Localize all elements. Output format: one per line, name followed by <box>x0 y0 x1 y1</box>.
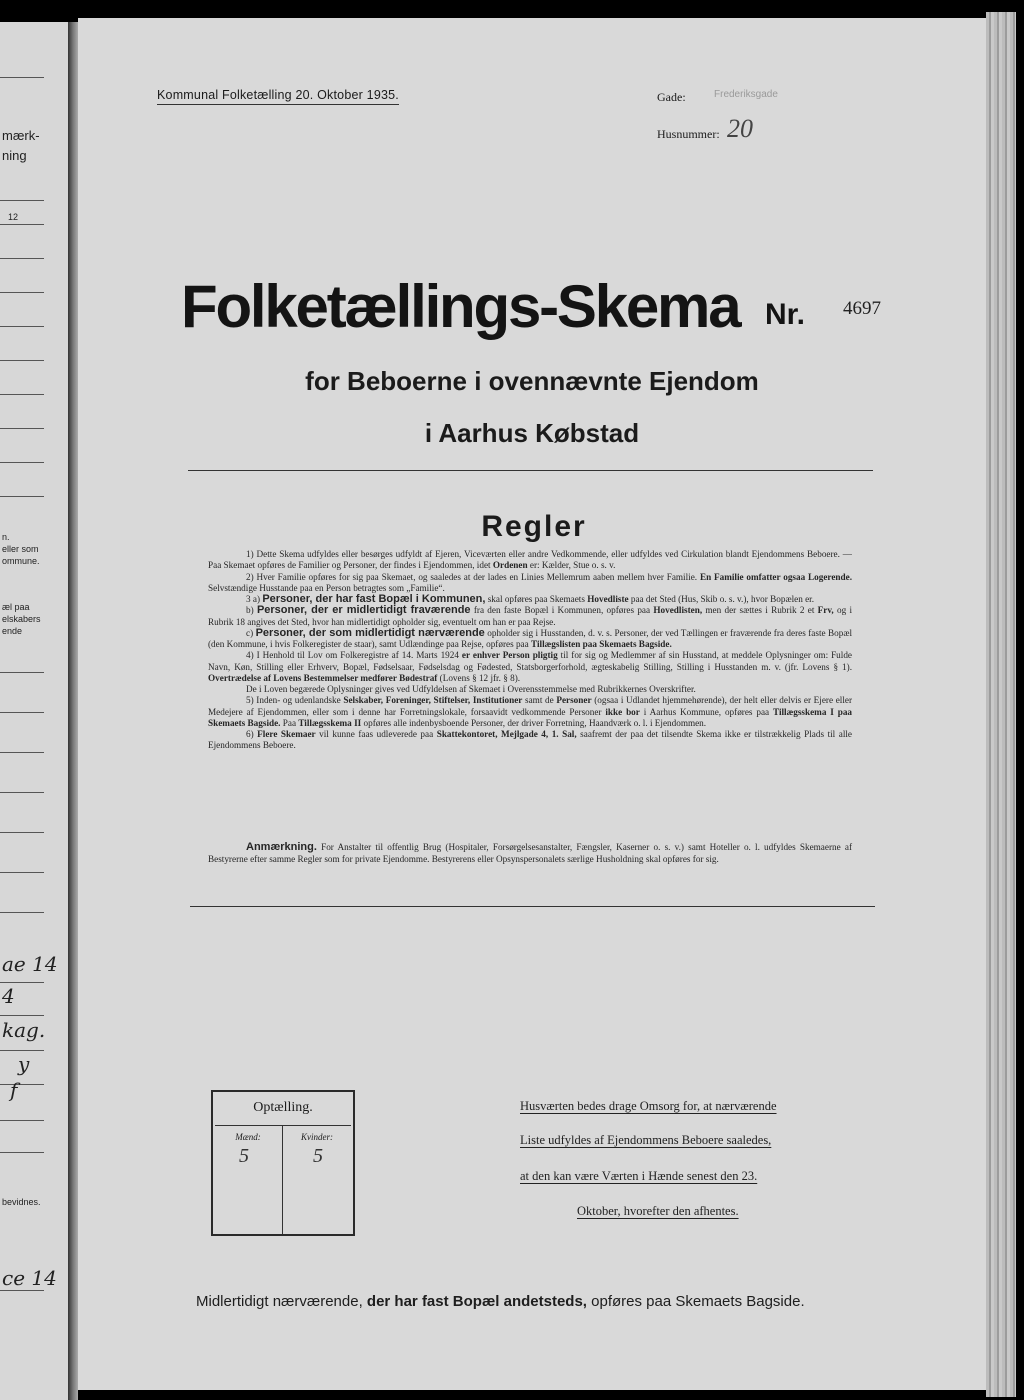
left-page-rule <box>0 292 44 293</box>
house-number-value: 20 <box>727 114 753 143</box>
rule-emphasis: Skattekontoret, Mejlgade 4, 1. Sal, <box>436 729 577 739</box>
rule-text: og i Rubrik 18 angives det Sted, hvor han midlertidigt opholder sig, eventuelt om han er paa Rejse. <box>208 605 853 627</box>
rule-4 <box>208 650 852 684</box>
form-subtitle-location: i Aarhus Købstad <box>424 418 640 448</box>
left-page-text: ommune. <box>2 556 40 566</box>
rule-text: i Aarhus Kommune, opføres paa <box>643 706 770 717</box>
left-page-text: eller som <box>2 544 39 554</box>
count-title: Optælling. <box>253 1100 313 1115</box>
rule-text: saafremt der paa det tilsendte Skema ikke er tilstrækkelig Plads til alle Ejendommens Beboere. <box>208 729 853 751</box>
form-title: Folketællings-Skema <box>181 273 740 340</box>
rule-emphasis: En Familie omfatter ogsaa Logerende. <box>699 571 852 582</box>
left-page-rule <box>0 360 44 361</box>
left-page-rule <box>0 462 44 463</box>
left-page-rule <box>0 982 44 983</box>
left-page-handwriting: kag. <box>2 1018 46 1042</box>
rule-text: paa det Sted (Hus, Skib o. s. v.), hvor Bopælen er. <box>630 594 815 604</box>
rule-text: Selvstændige Husstande paa en Person betragtes som „Familie“. <box>208 582 445 593</box>
rule-text: opholder sig i Husstanden, d. v. s. Personer, der ved Tællingen er fraværende fra deres faste Bopæl (den Kommune, i hvis Folkeregister de staar), samt Udlændinge paa Rejse, opføres paa <box>208 627 853 649</box>
left-page-rule <box>0 672 44 673</box>
left-page-rule <box>0 77 44 78</box>
rule-text: (ogsaa i Udlandet hjemmehørende), der helt eller delvis er Ejere eller Medejere af Ejendommen, eller som i denne har Forretningslokale, forsaavidt vedkommende Personer <box>208 695 853 717</box>
rule-text: 3 a) <box>246 594 261 604</box>
rule-emphasis: Flere Skemaer <box>257 729 316 739</box>
rule-text: vil kunne faas udleverede paa <box>319 729 434 739</box>
left-page-text: ning <box>2 148 27 163</box>
left-page-handwriting: f <box>10 1078 18 1102</box>
rule-3b <box>208 605 852 628</box>
landlord-notice-line: Oktober, hvorefter den afhentes. <box>577 1204 739 1218</box>
left-page-text: ende <box>2 626 23 636</box>
book-binding <box>68 22 78 1400</box>
left-page-text: bevidnes. <box>2 1197 41 1207</box>
rule-text: 6) <box>246 729 254 739</box>
rule-1 <box>208 549 852 572</box>
street-value: Frederiksgade <box>714 89 778 100</box>
rule-heading-inline: Personer, der som midlertidigt nærværende <box>255 626 485 639</box>
men-label: Mænd: <box>235 1132 261 1142</box>
rules-body <box>208 549 852 752</box>
rule-text: opføres alle indenbysboende Personer, der driver Forretning, Haandværk o. l. i Ejendommen. <box>363 717 707 728</box>
rule-emphasis: Hovedlisten, <box>653 605 703 616</box>
house-number-label: Husnummer: <box>657 127 720 141</box>
rule-text: 4) I Henhold til Lov om Folkeregistre af 14. Marts 1924 <box>246 650 459 661</box>
left-page-rule <box>0 1015 44 1016</box>
rule-text: 5) Inden- og udenlandske <box>246 695 341 706</box>
left-page-text: æl paa <box>2 602 30 612</box>
left-page-rule <box>0 224 44 225</box>
rule-heading-inline: Personer, der har fast Bopæl i Kommunen, <box>262 593 486 605</box>
left-page-rule <box>0 1152 44 1153</box>
left-page-rule <box>0 1050 44 1051</box>
left-page-rule <box>0 832 44 833</box>
rule-emphasis: Selskaber, Foreninger, Stiftelser, Institutioner <box>343 695 523 706</box>
rule-emphasis: Overtrædelse af Lovens Bestemmelser medfører Bødestraf <box>208 672 438 683</box>
rule-3c <box>208 628 852 651</box>
landlord-notice-line: Liste udfyldes af Ejendommens Beboere saaledes, <box>520 1133 772 1147</box>
divider <box>188 470 873 471</box>
left-page-text: 12 <box>8 212 19 222</box>
women-count: 5 <box>313 1145 323 1167</box>
landlord-notice-line: Husværten bedes drage Omsorg for, at nærværende <box>520 1099 777 1113</box>
left-page-fragment <box>0 22 68 1400</box>
rule-2 <box>208 572 852 595</box>
left-page-text: elskabers <box>2 614 41 624</box>
count-divider <box>215 1125 351 1126</box>
rule-emphasis: Tillægslisten paa Skemaets Bagside. <box>531 639 672 649</box>
footer-emphasis: der har fast Bopæl andetsteds, <box>366 1293 587 1310</box>
left-page-rule <box>0 1120 44 1121</box>
left-page-rule <box>0 712 44 713</box>
rule-emphasis: ikke bor <box>605 706 640 717</box>
women-label: Kvinder: <box>301 1132 333 1142</box>
footer-note <box>196 1293 805 1310</box>
rule-emphasis: er enhver Person pligtig <box>461 650 558 661</box>
left-page-rule <box>0 792 44 793</box>
rule-text: Paa <box>282 717 297 728</box>
rule-text: c) <box>246 627 254 638</box>
footer-text: Midlertidigt nærværende, <box>196 1293 363 1310</box>
number-label: Nr. <box>765 298 806 331</box>
rule-heading-inline: Personer, der er midlertidigt fraværende <box>256 604 471 617</box>
left-page-rule <box>0 200 44 201</box>
left-page-text: mærk- <box>2 128 40 143</box>
note-text: For Anstalter til offentlig Brug (Hospitaler, Forsørgelsesanstalter, Fængsler, Kaserner o. s. v.) samt Hoteller o. l. udfyldes Skemaerne af Bestyrerne efter samme Regler som for private Ejendomme. Bestyrerens eller Opsynspersonalets særlige Husholdning skal opføres for sig. <box>208 842 853 864</box>
rule-6 <box>208 729 852 752</box>
census-header: Kommunal Folketælling 20. Oktober 1935. <box>157 88 399 105</box>
street-label: Gade: <box>657 90 686 104</box>
left-page-handwriting: 4 <box>2 984 15 1008</box>
rule-5 <box>208 695 852 729</box>
left-page-rule <box>0 258 44 259</box>
rule-text: 1) Dette Skema udfyldes eller besørges udfyldt af Ejeren, Viceværten eller andre Vedkommende, eller udfyldes ved Cirkulation blandt Ejendommens Beboere. — Paa Skemaet opføres de Familier og Personer, der findes i Ejendommen, idet <box>208 549 852 571</box>
rule-text: til for sig og Medlemmer af sin Husstand, at meddele Oplysninger om: Fulde Navn, Køn, Stilling eller Erhverv, Bopæl, Fødselsaar, Fødselsdag og Fødested, Statsborgerforhold, ægteskabelig Stilling, Stilling i Husstanden m. v. (jfr. Lovens § 1). <box>208 650 853 672</box>
left-page-text: n. <box>2 532 10 542</box>
left-page-rule <box>0 1084 44 1085</box>
count-column-divider <box>282 1126 283 1234</box>
rule-text: samt de <box>525 695 554 706</box>
left-page-rule <box>0 752 44 753</box>
rules-heading: Regler <box>481 510 587 543</box>
rule-text: men der sættes i Rubrik 2 et <box>705 605 815 616</box>
rule-text: er: Kælder, Stue o. s. v. <box>529 560 616 571</box>
rule-emphasis: Tillægsskema I paa Skemaets Bagside. <box>208 706 853 728</box>
form-number: 4697 <box>843 298 881 319</box>
rule-text: De i Loven begærede Oplysninger gives ved Udfyldelsen af Skemaet i Overensstemmelse med Rubrikkernes Overskrifter. <box>246 684 696 694</box>
left-page-rule <box>0 1290 44 1291</box>
rule-emphasis: Hovedliste <box>587 594 629 604</box>
left-page-handwriting: y <box>18 1052 30 1076</box>
rule-emphasis: Frv, <box>817 605 834 616</box>
left-page-rule <box>0 912 44 913</box>
divider <box>190 906 875 907</box>
rule-emphasis: Personer <box>556 695 592 706</box>
page-stack-edge <box>986 12 1016 1397</box>
rule-text: 2) Hver Familie opføres for sig paa Skemaet, og saaledes at der lades en Linies Mellemrum aaben mellem hver Familie. <box>246 571 698 582</box>
men-count: 5 <box>239 1145 249 1167</box>
count-box <box>211 1090 355 1236</box>
rule-text: fra den faste Bopæl i Kommunen, opføres paa <box>473 605 651 616</box>
note-label: Anmærkning. <box>246 841 317 853</box>
landlord-notice-line: at den kan være Værten i Hænde senest den 23. <box>520 1169 758 1183</box>
left-page-rule <box>0 326 44 327</box>
form-subtitle: for Beboerne i ovennævnte Ejendom <box>305 366 759 396</box>
left-page-handwriting: ce 14 <box>2 1266 57 1290</box>
left-page-rule <box>0 496 44 497</box>
rule-text: skal opføres paa Skemaets <box>487 594 585 604</box>
rule-emphasis: Tillægsskema II <box>298 717 362 728</box>
left-page-handwriting: ae 14 <box>2 952 58 976</box>
rule-4-continued <box>208 684 852 695</box>
rule-emphasis: Ordenen <box>492 560 528 571</box>
footer-text: opføres paa Skemaets Bagside. <box>591 1293 805 1310</box>
left-page-rule <box>0 872 44 873</box>
rule-text: (Lovens § 12 jfr. § 8). <box>439 672 521 683</box>
note-block <box>208 842 852 865</box>
rule-text: b) <box>246 605 254 616</box>
